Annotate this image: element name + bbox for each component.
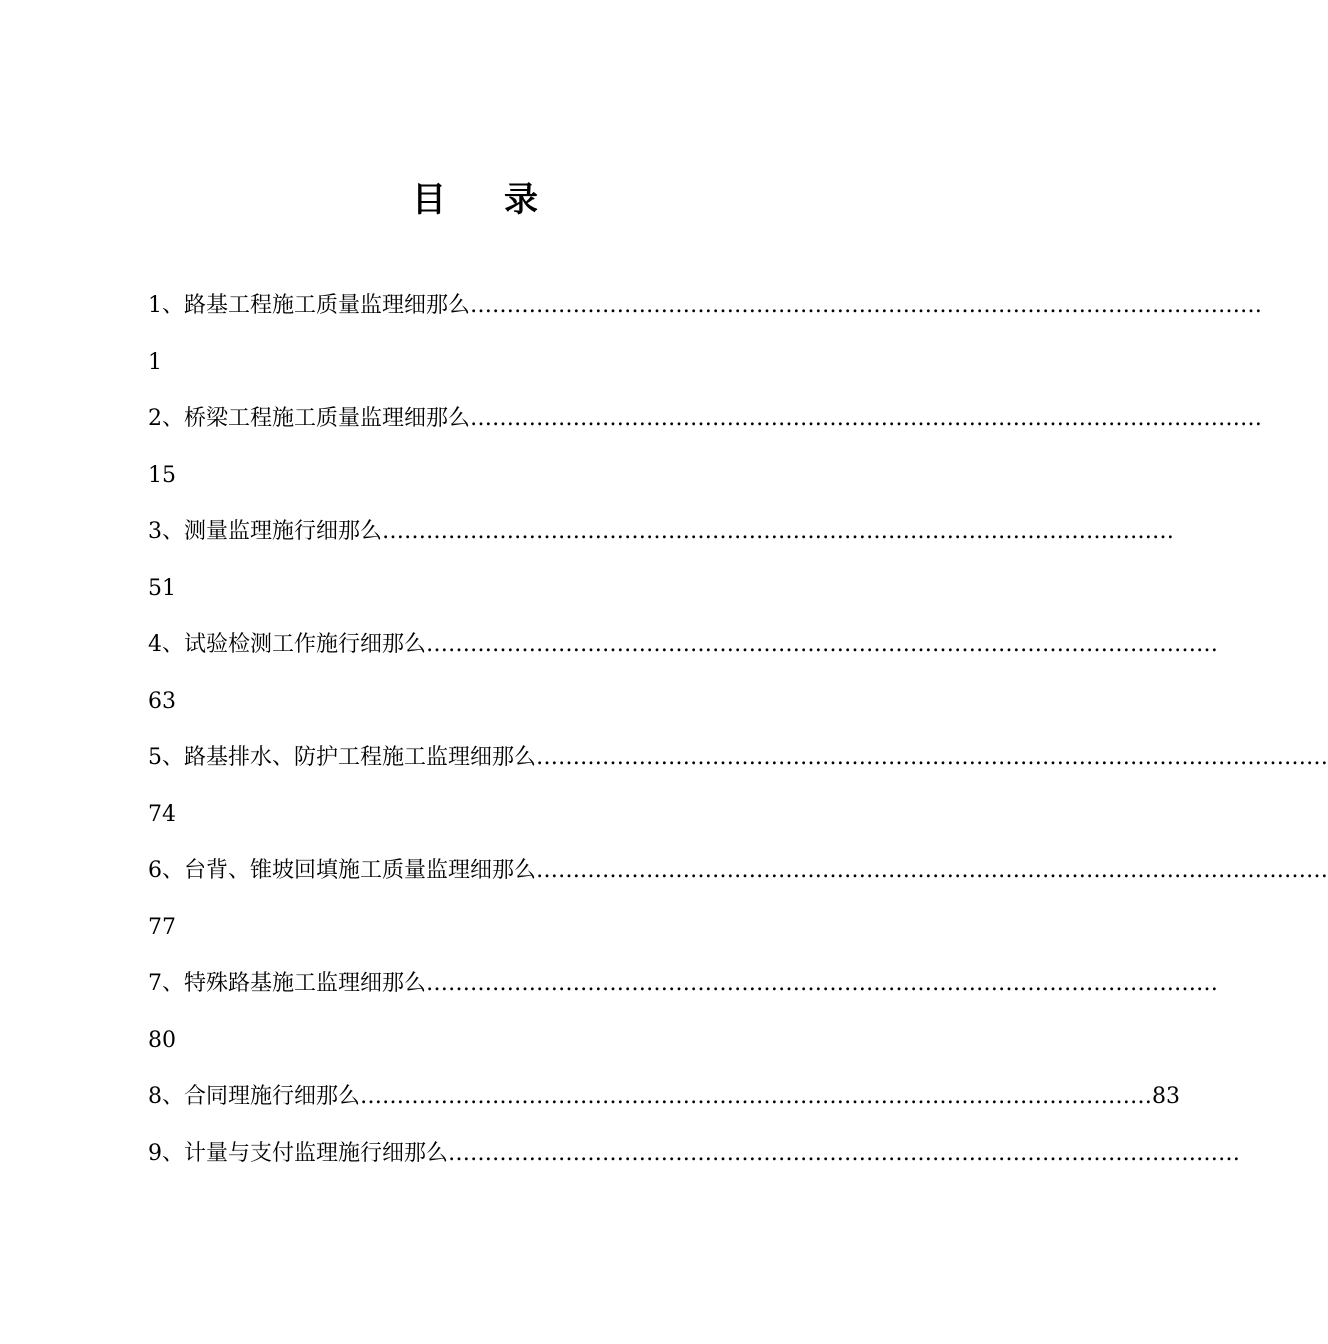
table-of-contents bbox=[148, 284, 1328, 1188]
title-char-1: 目 bbox=[412, 180, 446, 220]
toc-entry-label: 2、桥梁工程施工质量监理细那么 bbox=[148, 406, 470, 431]
toc-entry-label: 4、试验检测工作施行细那么 bbox=[148, 632, 426, 657]
toc-page-number: 83 bbox=[1152, 1084, 1180, 1109]
toc-page-number: 1 bbox=[148, 349, 162, 375]
toc-page-number: 15 bbox=[148, 462, 176, 488]
toc-page-number: 63 bbox=[148, 688, 176, 714]
title-char-2: 录 bbox=[504, 180, 538, 220]
toc-entry-3[interactable] bbox=[148, 510, 1174, 567]
toc-leader-dots: ……………………………………………………………………………………………… bbox=[448, 1140, 1240, 1166]
toc-page-number: 51 bbox=[148, 575, 176, 601]
toc-entry-6[interactable] bbox=[148, 849, 1328, 906]
toc-entry-9[interactable] bbox=[148, 1132, 1240, 1189]
toc-leader-dots: ……………………………………………………………………………………………… bbox=[470, 293, 1262, 318]
toc-page-number: 80 bbox=[148, 1027, 176, 1053]
toc-leader-dots: ……………………………………………………………………………………………… bbox=[382, 519, 1174, 544]
toc-entry-4[interactable] bbox=[148, 623, 1218, 680]
toc-entry-label: 6、台背、锥坡回填施工质量监理细那么 bbox=[148, 858, 536, 883]
toc-entry-label: 5、路基排水、防护工程施工监理细那么 bbox=[148, 745, 536, 770]
toc-leader-dots: ……………………………………………………………………………………………… bbox=[426, 632, 1218, 657]
toc-page-number: 77 bbox=[148, 914, 176, 940]
toc-entry-1[interactable] bbox=[148, 284, 1262, 341]
toc-entry-2[interactable] bbox=[148, 397, 1262, 454]
toc-leader-dots: ……………………………………………………………………………………………… bbox=[536, 858, 1328, 883]
toc-entry-7[interactable] bbox=[148, 962, 1218, 1019]
toc-leader-dots: ……………………………………………………………………………………………… bbox=[470, 406, 1262, 431]
toc-leader-dots: ……………………………………………………………………………………………… bbox=[360, 1084, 1152, 1109]
toc-leader-dots: ……………………………………………………………………………………………… bbox=[536, 745, 1328, 770]
page-title bbox=[0, 176, 950, 224]
toc-entry-label: 7、特殊路基施工监理细那么 bbox=[148, 971, 426, 996]
toc-leader-dots: ……………………………………………………………………………………………… bbox=[426, 971, 1218, 996]
toc-entry-5[interactable] bbox=[148, 736, 1328, 793]
toc-page-number: 74 bbox=[148, 801, 176, 827]
toc-entry-label: 1、路基工程施工质量监理细那么 bbox=[148, 293, 470, 318]
toc-entry-label: 9、计量与支付监理施行细那么 bbox=[148, 1140, 448, 1166]
toc-entry-label: 3、测量监理施行细那么 bbox=[148, 519, 382, 544]
toc-entry-label: 8、合同理施行细那么 bbox=[148, 1084, 360, 1109]
toc-entry-8[interactable] bbox=[148, 1075, 1180, 1132]
